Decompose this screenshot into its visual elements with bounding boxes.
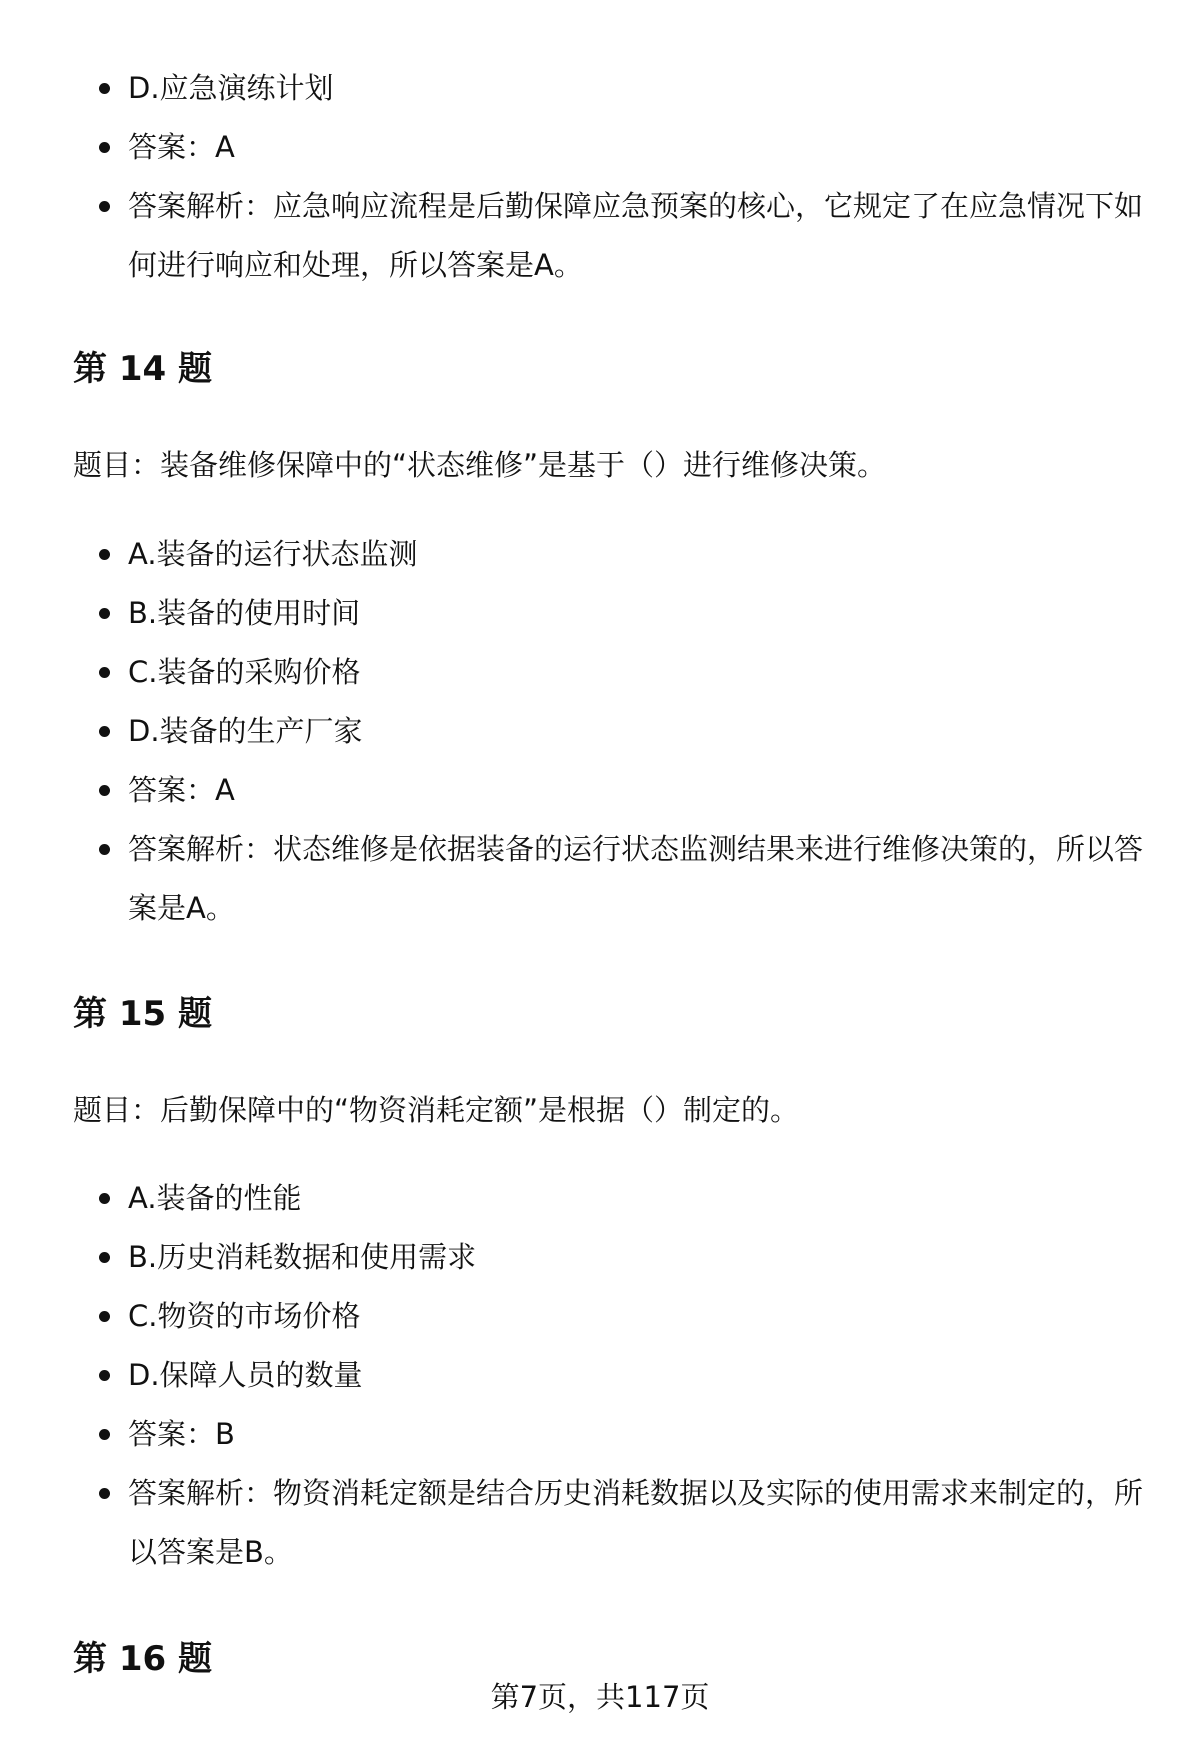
question-stem-14: 题目：装备维修保障中的“状态维修”是基于（）进行维修决策。 xyxy=(73,448,887,482)
option-d: D.保障人员的数量 xyxy=(128,1346,1158,1405)
question-heading-14: 第 14 题 xyxy=(73,349,212,389)
option-a: A.装备的运行状态监测 xyxy=(128,525,1158,584)
q15-options-list xyxy=(128,1169,1158,1582)
option-b: B.装备的使用时间 xyxy=(128,584,1158,643)
answer: 答案：B xyxy=(128,1405,1158,1464)
question-heading-16: 第 16 题 xyxy=(73,1639,212,1679)
answer: 答案：A xyxy=(128,118,1158,177)
question-stem-15: 题目：后勤保障中的“物资消耗定额”是根据（）制定的。 xyxy=(73,1093,800,1127)
page-number-footer: 第7页，共117页 xyxy=(490,1680,710,1714)
option-d: D.装备的生产厂家 xyxy=(128,702,1158,761)
answer-explanation: 答案解析：状态维修是依据装备的运行状态监测结果来进行维修决策的，所以答案是A。 xyxy=(128,820,1158,938)
option-c: C.物资的市场价格 xyxy=(128,1287,1158,1346)
option-d: D.应急演练计划 xyxy=(128,59,1158,118)
option-b: B.历史消耗数据和使用需求 xyxy=(128,1228,1158,1287)
question-heading-15: 第 15 题 xyxy=(73,994,212,1034)
answer-explanation: 答案解析：物资消耗定额是结合历史消耗数据以及实际的使用需求来制定的，所以答案是B。 xyxy=(128,1464,1158,1582)
q13-tail-list xyxy=(128,59,1158,295)
answer-explanation: 答案解析：应急响应流程是后勤保障应急预案的核心，它规定了在应急情况下如何进行响应和处理，所以答案是A。 xyxy=(128,177,1158,295)
option-a: A.装备的性能 xyxy=(128,1169,1158,1228)
option-c: C.装备的采购价格 xyxy=(128,643,1158,702)
q14-options-list xyxy=(128,525,1158,938)
answer: 答案：A xyxy=(128,761,1158,820)
